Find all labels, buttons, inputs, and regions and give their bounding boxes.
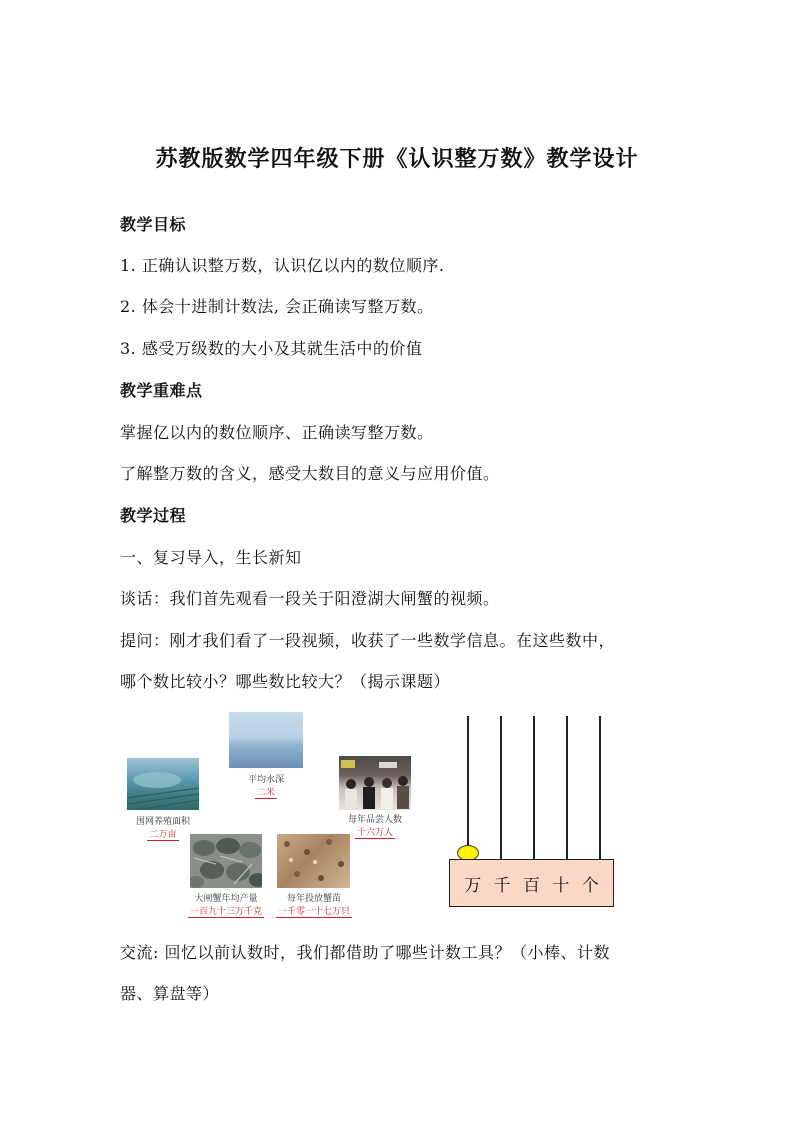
crowd-photo <box>339 756 411 810</box>
section-heading-goals: 教学目标 <box>120 215 187 234</box>
place-label: 十 <box>552 875 570 896</box>
place-value-labels <box>449 859 614 907</box>
goal-2: 2. 体会十进制计数法, 会正确读写整万数。 <box>120 297 434 316</box>
caption-area: 围网养殖面积 二万亩 <box>135 817 190 840</box>
seedling-photo <box>277 834 350 888</box>
keypoint-1: 掌握亿以内的数位顺序、正确读写整万数。 <box>120 423 434 442</box>
keypoint-2: 了解整万数的含义，感受大数目的意义与应用价值。 <box>120 464 500 483</box>
caption-seedlings: 每年投放蟹苗 一千零一十七万只 <box>277 894 350 917</box>
question-line-1: 提问：刚才我们看了一段视频，收获了一些数学信息。在这些数中， <box>120 631 616 650</box>
page-title: 苏教版数学四年级下册《认识整万数》教学设计 <box>155 146 639 172</box>
rod-ge <box>599 716 601 860</box>
goal-1: 1. 正确认识整万数，认识亿以内的数位顺序. <box>120 256 445 275</box>
rod-shi <box>566 716 568 860</box>
question-line-2: 哪个数比较小？哪些数比较大？（揭示课题） <box>120 672 451 691</box>
rod-wan <box>467 716 469 860</box>
section-heading-keypoints: 教学重难点 <box>120 381 203 400</box>
caption-depth: 平均水深 二米 <box>247 775 284 798</box>
talk-line: 谈话：我们首先观看一段关于阳澄湖大闸蟹的视频。 <box>120 589 500 608</box>
caption-visitors: 每年品尝人数 十六万人 <box>347 815 402 838</box>
rod-qian <box>500 716 502 860</box>
place-label: 千 <box>493 875 511 896</box>
crab-photo <box>190 834 262 888</box>
place-label: 百 <box>522 875 540 896</box>
goal-3: 3. 感受万级数的大小及其就生活中的价值 <box>120 339 423 358</box>
lake-photo <box>229 712 303 768</box>
exchange-line-2: 器、算盘等） <box>120 984 220 1003</box>
place-label: 个 <box>581 875 599 896</box>
exchange-line-1: 交流: 回忆以前认数时，我们都借助了哪些计数工具？（小棒、计数 <box>120 943 610 962</box>
farm-photo <box>127 758 199 810</box>
rod-bai <box>533 716 535 860</box>
caption-yield: 大闸蟹年均产量 一百九十三万千克 <box>189 894 262 917</box>
section-heading-process: 教学过程 <box>120 506 187 525</box>
place-label: 万 <box>464 875 482 896</box>
process-step-1: 一、复习导入，生长新知 <box>120 548 302 567</box>
